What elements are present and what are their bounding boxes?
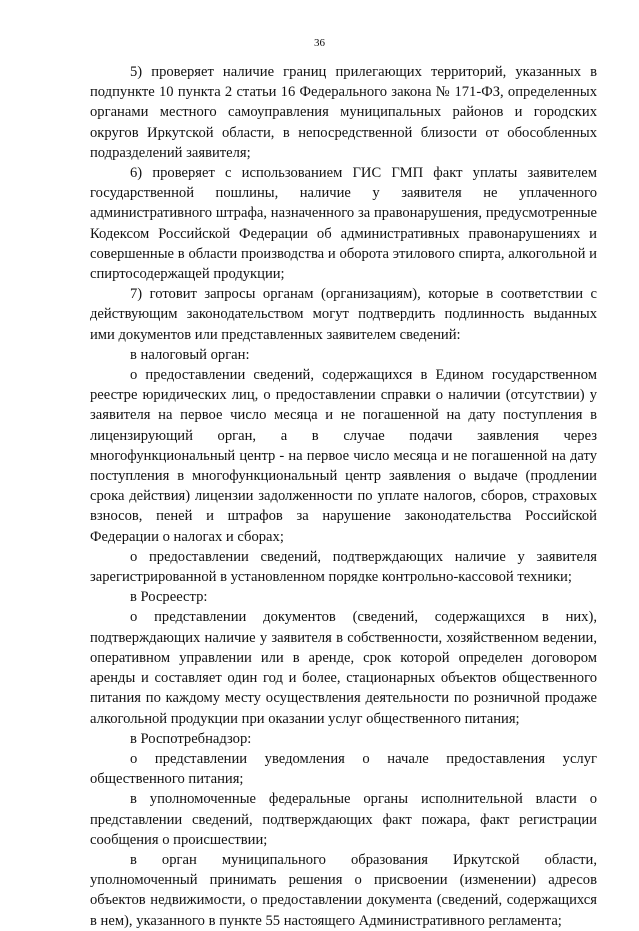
paragraph-item-7: 7) готовит запросы органам (организациям), которые в соответствии с действующим законодательством могут подтвердить подлинность выданных ими документов или представленных заявителем сведений: [90,286,597,343]
page-number: 36 [314,37,325,49]
request-notification: о представлении уведомления о начале предоставления услуг общественного питания; [90,750,597,788]
paragraph-item-6: 6) проверяет с использованием ГИС ГМП факт уплаты заявителем государственной пошлины, наличие у заявителя не уплаченного административного штрафа, назначенного за правонарушения, предусмотренные Кодексом Российской Федерации об административных правонарушениях и совершенные в области производства и оборота этилового спирта, алкогольной и спиртосодержащей продукции; [90,165,597,283]
request-property-documents: о представлении документов (сведений, содержащихся в них), подтверждающих наличие у заявителя в собственности, хозяйственном ведении, оперативном управлении или в аренде, срок которой определен договором аренды и составляет один год и более, стационарных объектов общественного питания по каждому месту осуществления деятельности по розничной продаже алкогольной продукции при оказании услуг общественного питания; [90,609,597,727]
document-body [90,62,597,931]
recipient-rospotrebnadzor: в Роспотребнадзор: [130,730,252,747]
paragraph-item-5: 5) проверяет наличие границ прилегающих территорий, указанных в подпункте 10 пункта 2 статьи 16 Федерального закона № 171-ФЗ, определенных органами местного самоуправления муниципальных районов и городских округов Иркутской области, в непосредственной близости от обособленных подразделений заявителя; [90,64,597,161]
request-cash-register-info: о предоставлении сведений, подтверждающих наличие у заявителя зарегистрированной в установленном порядке контрольно-кассовой техники; [90,548,597,586]
request-address-documents: в орган муниципального образования Иркутской области, уполномоченный принимать решения о присвоении (изменении) адресов объектов недвижимости, о предоставлении документа (сведений, содержащихся в нем), указанного в пункте 55 настоящего Административного регламента; [90,851,597,929]
recipient-rosreestr: в Росреестр: [130,589,208,606]
recipient-tax-authority: в налоговый орган: [130,346,250,363]
request-fire-info: в уполномоченные федеральные органы исполнительной власти о представлении сведений, подтверждающих факт пожара, факт регистрации сообщения о происшествии; [90,791,597,848]
request-tax-info: о предоставлении сведений, содержащихся в Едином государственном реестре юридических лиц, о предоставлении справки о наличии (отсутствии) у заявителя на первое число месяца и не погашенной на дату поступления в лицензирующий орган, а в случае подачи заявления через многофункциональный центр - на первое число месяца и не погашенной на дату поступления в многофункциональный центр заявления о выдаче (продлении срока действия) лицензии задолженности по уплате налогов, сборов, страховых взносов, пеней и штрафов за нарушение законодательства Российской Федерации о налогах и сборах; [90,367,597,545]
